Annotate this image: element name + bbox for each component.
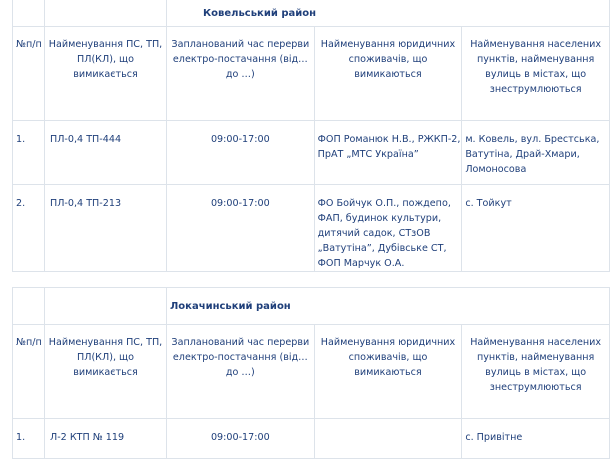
header-num: №п/п [13, 27, 45, 121]
header-consumers: Найменування юридичних споживачів, що вимикаються [314, 325, 462, 419]
header-row [13, 27, 610, 121]
row-line: ПЛ-0,4 ТП-213 [45, 185, 167, 272]
row-places: с. Тойкут [462, 185, 610, 272]
row-line: ПЛ-0,4 ТП-444 [45, 121, 167, 185]
header-num: №п/п [13, 325, 45, 419]
district-title-row [13, 0, 610, 27]
header-line: Найменування ПС, ТП, ПЛ(КЛ), що вимикається [45, 325, 167, 419]
header-line: Найменування ПС, ТП, ПЛ(КЛ), що вимикається [45, 27, 167, 121]
row-places: м. Ковель, вул. Брестська, Ватутіна, Драй-Хмари, Ломоносова [462, 121, 610, 185]
row-places: с. Привітне [462, 419, 610, 459]
table-row [13, 419, 610, 459]
table-row [13, 121, 610, 185]
row-consumers: ФО Бойчук О.П., пождепо, ФАП, будинок культури, дитячий садок, СТзОВ „Ватутіна”, Дубівське СТ, ФОП Марчук О.А. [314, 185, 462, 272]
row-consumers: ФОП Романюк Н.В., РЖКП-2, ПрАТ „МТС Україна” [314, 121, 462, 185]
table-row [13, 185, 610, 272]
header-row [13, 325, 610, 419]
row-line: Л-2 КТП № 119 [45, 419, 167, 459]
header-time: Запланований час перерви електро-постачання (від… до …) [167, 325, 315, 419]
row-time: 09:00-17:00 [167, 185, 315, 272]
outage-table-kovel [12, 0, 610, 272]
row-num: 2. [13, 185, 45, 272]
header-places: Найменування населених пунктів, найменування вулиць в містах, що знеструмлюються [462, 27, 610, 121]
outage-table-lokachi [12, 287, 610, 459]
row-time: 09:00-17:00 [167, 419, 315, 459]
row-num: 1. [13, 419, 45, 459]
district-title: Локачинський район [167, 288, 610, 325]
header-places: Найменування населених пунктів, найменування вулиць в містах, що знеструмлюються [462, 325, 610, 419]
row-num: 1. [13, 121, 45, 185]
district-title-row [13, 288, 610, 325]
header-time: Запланований час перерви електро-постачання (від… до …) [167, 27, 315, 121]
row-time: 09:00-17:00 [167, 121, 315, 185]
district-title: Ковельський район [167, 0, 610, 27]
header-consumers: Найменування юридичних споживачів, що вимикаються [314, 27, 462, 121]
row-consumers [314, 419, 462, 459]
